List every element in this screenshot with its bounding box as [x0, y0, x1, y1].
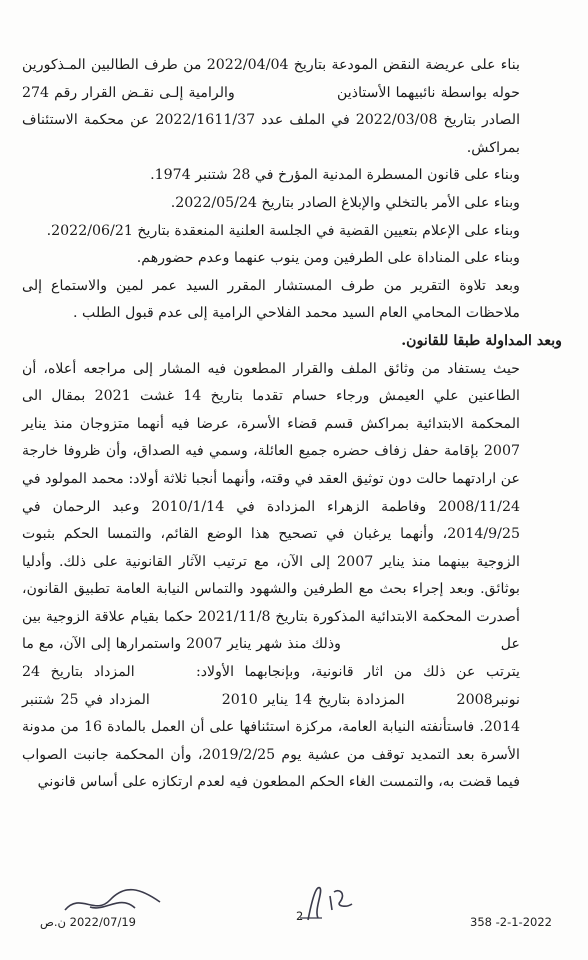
redacted-name	[411, 694, 451, 704]
redacted-name	[145, 666, 185, 676]
footer-date: 2022/07/19 ن.ص	[40, 915, 136, 929]
judgment-text	[22, 52, 562, 797]
paragraph-petition: بناء على عريضة النقض المودعة بتاريخ 2022/04/04 من طرف الطالبين المـذكورين حوله بواسطة نائبيهما الأستاذين والرامية إلـى نقـض القرار رقم 274 الصادر بتاريخ 2022/03/08 في الملف عدد 2022/1611/37 عن محكمة الاستئناف بمراكش.	[22, 57, 521, 156]
paragraph-order: وبناء على الأمر بالتخلي والإبلاغ الصادر بتاريخ 2022/05/24.	[170, 194, 520, 211]
deliberation-heading: وبعد المداولة طبقا للقانون.	[401, 332, 562, 349]
paragraph-procedure-law: وبناء على قانون المسطرة المدنية المؤرخ في 28 شتنبر 1974.	[150, 167, 520, 184]
redacted-names	[240, 87, 332, 97]
paragraph-hearing: وبناء على الإعلام بتعيين القضية في الجلسة العلنية المنعقدة بتاريخ 2022/06/21.	[46, 222, 520, 239]
redacted-names	[346, 638, 496, 648]
paragraph-summons: وبناء على المناداة على الطرفين ومن ينوب عنهما وعدم حضورهم.	[136, 250, 520, 267]
page-footer	[0, 880, 588, 960]
case-reference: 358 -2-1-2022	[470, 915, 552, 929]
signature-center	[296, 880, 366, 925]
paragraph-facts: حيث يستفاد من وثائق الملف والقرار المطعون فيه المشار إلى مراجعه أعلاه، أن الطاعنين علي العيمش ورجاء حسام تقدما بتاريخ 14 غشت 2021 بمقال الى المحكمة الابتدائية بمراكش قسم قضاء الأسرة، عرضا فيه أنهما متزوجان منذ يناير 2007 بإقامة حفل زفاف حضره جميع العائلة، وسمي فيه الصداق، وأن ظروفا خارجة عن ارادتهما حالت دون توثيق العقد في وقته، وأنهما أنجبا ثلاثة أولاد: محمد المولود في 2008/11/24 وفاطمة الزهراء المزدادة في 2010/1/14 وعبد الرحمان في 2014/9/25، وأنهما يرغبان في تصحيح هذا الوضع القائم، والتمسا الحكم بثبوت الزوجية بينهما منذ يناير 2007 إلى الآن، مع ترتيب الآثار القانونية على ذلك. وأدليا بوثائق. وبعد إجراء بحث مع الطرفين والشهود والتماس النيابة العامة تطبيق القانون، أصدرت المحكمة الابتدائية المذكورة بتاريخ 2021/11/8 حكما بقيام علاقة الزوجية بين عل وذلك منذ شهر يناير 2007 واستمرارها إلى الآن، مع ما يترتب عن ذلك من اثار قانونية، وبإنجابهما الأولاد: المزداد بتاريخ 24 نونبر2008 المزدادة بتاريخ 14 يناير 2010 المزداد في 25 شتنبر 2014. فاستأنفته النيابة العامة، مركزة استئنافها على أن العمل بالمادة 16 من مدونة الأسرة بعد التمديد توقف من عشية يوم 2019/2/25، وأن المحكمة جانبت الصواب فيما قضت به، والتمست الغاء الحكم المطعون فيه لعدم ارتكازه على أساس قانوني	[22, 360, 521, 791]
redacted-name	[156, 694, 216, 704]
page-number: 2	[296, 909, 304, 923]
paragraph-report: وبعد تلاوة التقرير من طرف المستشار المقرر السيد عمر لمين والاستماع إلى ملاحظات المحامي العام السيد محمد الفلاحي الرامية إلى عدم قبول الطلب .	[22, 277, 520, 322]
